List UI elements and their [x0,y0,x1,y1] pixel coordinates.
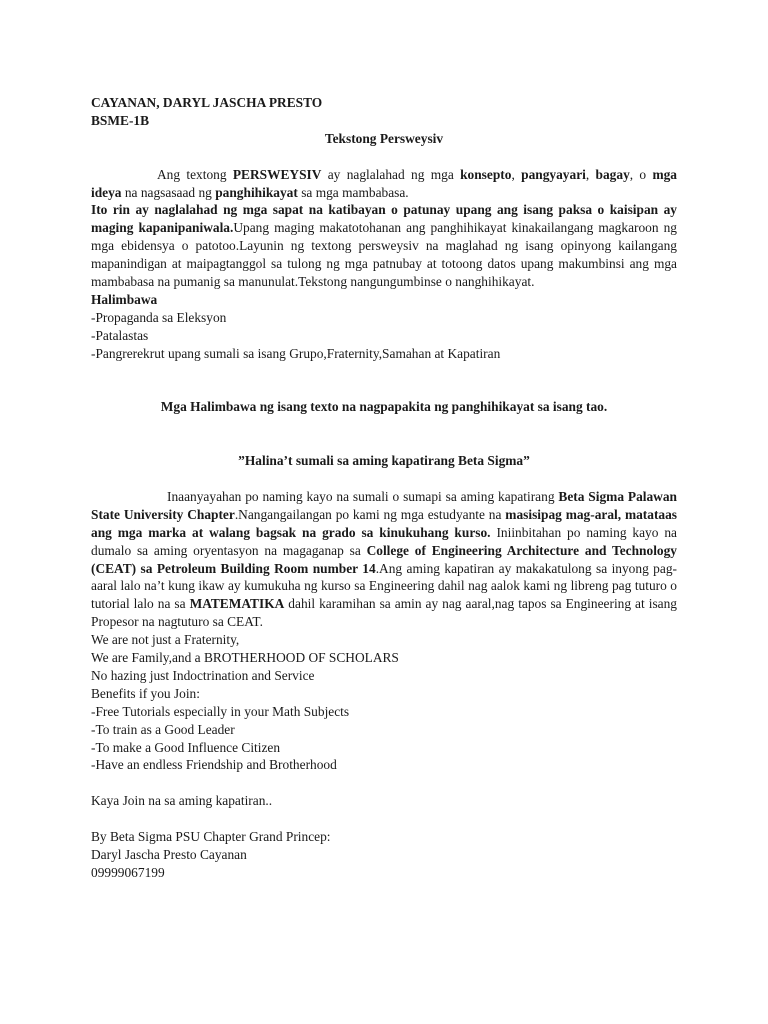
document-page [91,94,677,882]
example-item: -Pangrerekrut upang sumali sa isang Grupo,Fraternity,Samahan at Kapatiran [91,345,501,361]
section-title: Mga Halimbawa ng isang texto na nagpapakita ng panghihikayat sa isang tao. [160,399,608,415]
text-line: We are not just a Fraternity, [91,632,240,648]
text-line: No hazing just Indoctrination and Service [91,667,315,683]
intro-paragraph: Ang textong PERSWEYSIV ay naglalahad ng mga konsepto, pangyayari, bagay, o mga ideya na nagsasaad ng panghihikayat sa mga mambabasa. [91,166,677,200]
quote-title: ”Halina’t sumali sa aming kapatirang Beta Sigma” [238,453,530,469]
text-line: Benefits if you Join: [91,685,200,701]
closing-line: Kaya Join na sa aming kapatiran.. [91,793,273,809]
invitation-paragraph: Inaanyayahan po naming kayo na sumali o sumapi sa aming kapatirang Beta Sigma Palawan State University Chapter.Nangangailangan po kami ng mga estudyante na masisipag mag-aral, matataas ang mga marka at walang bagsak na grado sa kinukuhang kurso. Iniinbitahan po naming kayo na dumalo sa aming oryentasyon na magaganap sa College of Engineering Architecture and Technology (CEAT) sa Petroleum Building Room number 14.Ang aming kapatiran ay makakatulong sa inyong pag-aaral lalo na’t kung ikaw ay kumukuha ng kurso sa Engineering dahil nag aalok kami ng libreng pag tuturo o tutorial lalo na sa MATEMATIKA dahil karamihan sa amin ay nag aaral,nag tapos sa Engineering at isang Propesor na nagtuturo sa CEAT. [91,488,678,630]
benefit-item: -To make a Good Influence Citizen [91,739,281,755]
benefit-item: -Have an endless Friendship and Brotherhood [91,757,337,773]
example-item: -Patalastas [91,327,149,343]
course-section: BSME-1B [91,112,150,128]
author-name: CAYANAN, DARYL JASCHA PRESTO [91,95,323,110]
evidence-paragraph: Ito rin ay naglalahad ng mga sapat na katibayan o patunay upang ang isang paksa o kaisipan ay maging kapanipaniwala.Upang maging makatotohanan ang panghihikayat kinakailangang magkaroon ng mga ebidensya o patotoo.Layunin ng textong persweysiv na maglahad ng isang opinyong kailangang mapanindigan at maipagtanggol sa tulong ng mga patnubay at totoong datos upang makumbinsi ang mga mambabasa na pumanig sa manunulat.Tekstong nangungumbinse o nanghihikayat. [91,202,677,290]
benefit-item: -To train as a Good Leader [91,721,235,737]
document-title: Tekstong Persweysiv [324,130,444,146]
signature-phone: 09999067199 [91,864,165,880]
text-line: We are Family,and a BROTHERHOOD OF SCHOLARS [91,650,399,666]
examples-heading: Halimbawa [91,291,158,307]
signature-name: Daryl Jascha Presto Cayanan [91,846,247,862]
signature-line: By Beta Sigma PSU Chapter Grand Princep: [91,829,331,845]
benefit-item: -Free Tutorials especially in your Math Subjects [91,703,350,719]
example-item: -Propaganda sa Eleksyon [91,309,227,325]
